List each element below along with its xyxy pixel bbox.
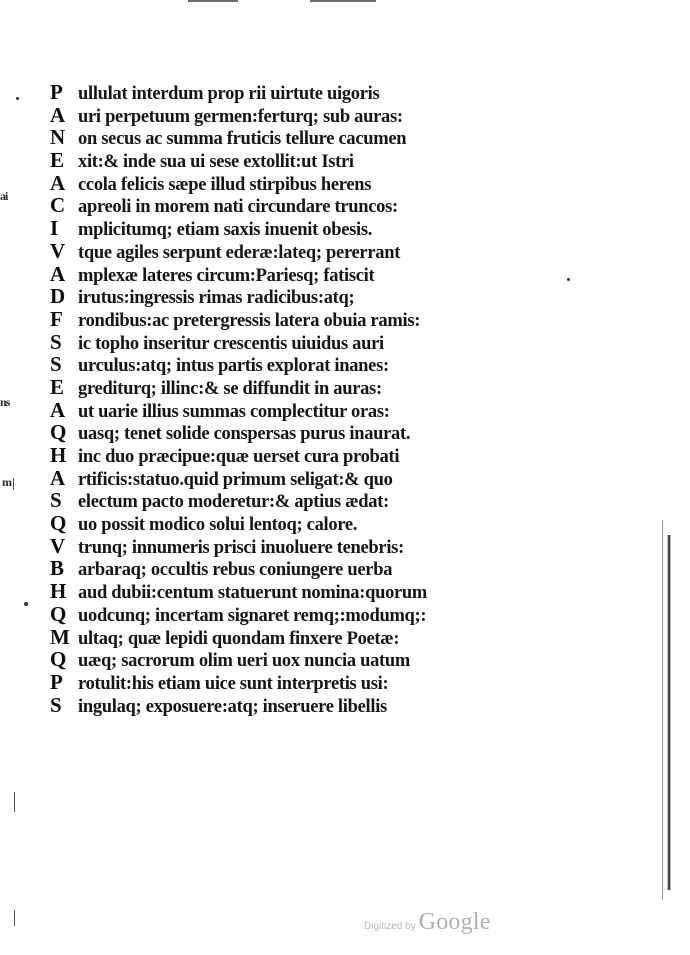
- verse-line: [50, 172, 510, 195]
- verse-text: rondibus:ac pretergressis latera obuia ramis:: [78, 310, 421, 331]
- verse-initial: A: [50, 465, 66, 490]
- verse-line: [50, 512, 510, 535]
- digitized-watermark: [364, 909, 491, 936]
- verse-line: [50, 603, 510, 626]
- verse-initial: H: [50, 579, 67, 604]
- verse-initial: I: [50, 216, 59, 241]
- verse-initial: E: [50, 374, 65, 399]
- verse-initial: V: [50, 533, 66, 558]
- verse-text: electum pacto moderetur:& aptius ædat:: [78, 492, 389, 513]
- verse-line: [50, 353, 510, 376]
- verse-text: mplexæ lateres circum:Pariesq; fatiscit: [78, 265, 375, 286]
- verse-text: xit:& inde sua ui sese extollit:ut Istri: [78, 152, 354, 173]
- verse-line: [50, 81, 510, 104]
- verse-line: [50, 626, 510, 649]
- verse-text: inc duo præcipue:quæ uerset cura probati: [78, 447, 400, 467]
- verse-line: [50, 308, 510, 331]
- verse-text: aud dubii:centum statuerunt nomina:quorum: [78, 583, 428, 604]
- verse-line: [50, 263, 510, 286]
- verse-line: [50, 149, 510, 172]
- top-rule-right: [310, 0, 376, 2]
- verse-text: apreoli in morem nati circundare truncos:: [78, 197, 398, 218]
- verse-text: uasq; tenet solide conspersas purus inaurat.: [78, 424, 411, 445]
- verse-initial: E: [50, 148, 65, 173]
- verse-initial: D: [50, 284, 66, 309]
- verse-text: uo possit modico solui lentoq; calore.: [78, 515, 358, 536]
- verse-line: [50, 489, 510, 512]
- verse-line: [50, 217, 510, 240]
- page-edge-shadow: [667, 535, 671, 890]
- verse-line: [50, 399, 510, 422]
- ink-speck: [16, 97, 19, 100]
- verse-text: mplicitumq; etiam saxis inuenit obesis.: [78, 220, 373, 241]
- verse-initial: A: [50, 261, 66, 286]
- verse-initial: Q: [50, 511, 67, 536]
- verse-initial: V: [50, 238, 66, 263]
- verse-text: rtificis:statuo.quid primum seligat:& quo: [78, 469, 393, 490]
- verse-text: urculus:atq; intus partis explorat inanes:: [78, 356, 389, 377]
- verse-text: ccola felicis sæpe illud stirpibus herens: [78, 174, 372, 195]
- verse-line: [50, 104, 510, 127]
- page-edge-line: [662, 520, 663, 900]
- verse-initial: P: [50, 80, 63, 104]
- verse-text: ullulat interdum prop rii uirtute uigoris: [78, 84, 380, 104]
- margin-fragment: m: [2, 475, 11, 489]
- verse-initial: M: [50, 624, 70, 649]
- ink-speck: [567, 278, 570, 281]
- watermark-caption: Digitized by: [364, 921, 416, 932]
- verse-initial: Q: [50, 647, 67, 672]
- google-logo: Google: [418, 909, 491, 935]
- verse-text: ingulaq; exposuere:atq; inseruere libellis: [78, 696, 387, 717]
- verse-initial: H: [50, 443, 67, 467]
- verse-text: arbaraq; occultis rebus coniungere uerba: [78, 560, 393, 581]
- verse-line: [50, 648, 510, 671]
- verse-text: irutus:ingressis rimas radicibus:atq;: [78, 288, 355, 309]
- verse-initial: P: [50, 669, 63, 694]
- verse-line: [50, 376, 510, 399]
- verse-initial: A: [50, 397, 66, 422]
- verse-line: [50, 421, 510, 444]
- verse-initial: Q: [50, 601, 67, 626]
- verse-line: [50, 580, 510, 603]
- verse-text: trunq; innumeris prisci inuoluere tenebris:: [78, 537, 404, 558]
- verse-text: ultaq; quæ lepidi quondam finxere Poetæ:: [78, 628, 400, 649]
- verse-line: [50, 671, 510, 694]
- verse-text: ut uarie illius summas complectitur oras:: [78, 401, 390, 422]
- verse-initial: N: [50, 125, 66, 150]
- top-rule-left: [188, 0, 238, 2]
- verse-line: [50, 285, 510, 308]
- verse-initial: F: [50, 306, 63, 331]
- margin-fragment: ai: [0, 189, 8, 203]
- verse-line: [50, 557, 510, 580]
- verse-line: [50, 126, 510, 149]
- verse-initial: S: [50, 352, 62, 377]
- verse-initial: S: [50, 488, 62, 513]
- verse-text: grediturq; illinc:& se diffundit in auras:: [78, 378, 382, 399]
- verse-line: [50, 194, 510, 217]
- verse-text: on secus ac summa fruticis tellure cacumen: [78, 129, 407, 150]
- verse-text: ic topho inseritur crescentis uiuidus auri: [78, 333, 384, 354]
- verse-initial: Q: [50, 420, 67, 445]
- verse-initial: S: [50, 329, 62, 354]
- verse-line: [50, 694, 510, 717]
- verse-line: [50, 535, 510, 558]
- verse-line: [50, 444, 510, 467]
- verse-initial: A: [50, 170, 66, 195]
- verse-initial: C: [50, 193, 66, 218]
- verse-block: [50, 81, 510, 716]
- verse-line: [50, 467, 510, 490]
- margin-mark: [14, 910, 15, 926]
- verse-text: tque agiles serpunt ederæ:lateq; pererrant: [78, 242, 401, 263]
- verse-text: uæq; sacrorum olim ueri uox nuncia uatum: [78, 651, 410, 672]
- verse-initial: S: [50, 692, 62, 717]
- verse-text: uodcunq; incertam signaret remq;:modumq;:: [78, 605, 427, 626]
- ink-speck: [24, 602, 28, 606]
- verse-text: rotulit:his etiam uice sunt interpretis usi:: [78, 673, 389, 694]
- verse-initial: A: [50, 102, 66, 127]
- verse-line: [50, 331, 510, 354]
- verse-line: [50, 240, 510, 263]
- margin-mark: [13, 478, 14, 490]
- verse-text: uri perpetuum germen:ferturq; sub auras:: [78, 106, 403, 127]
- verse-initial: B: [50, 556, 65, 581]
- margin-mark: [14, 792, 15, 812]
- margin-fragment: ns: [0, 395, 10, 409]
